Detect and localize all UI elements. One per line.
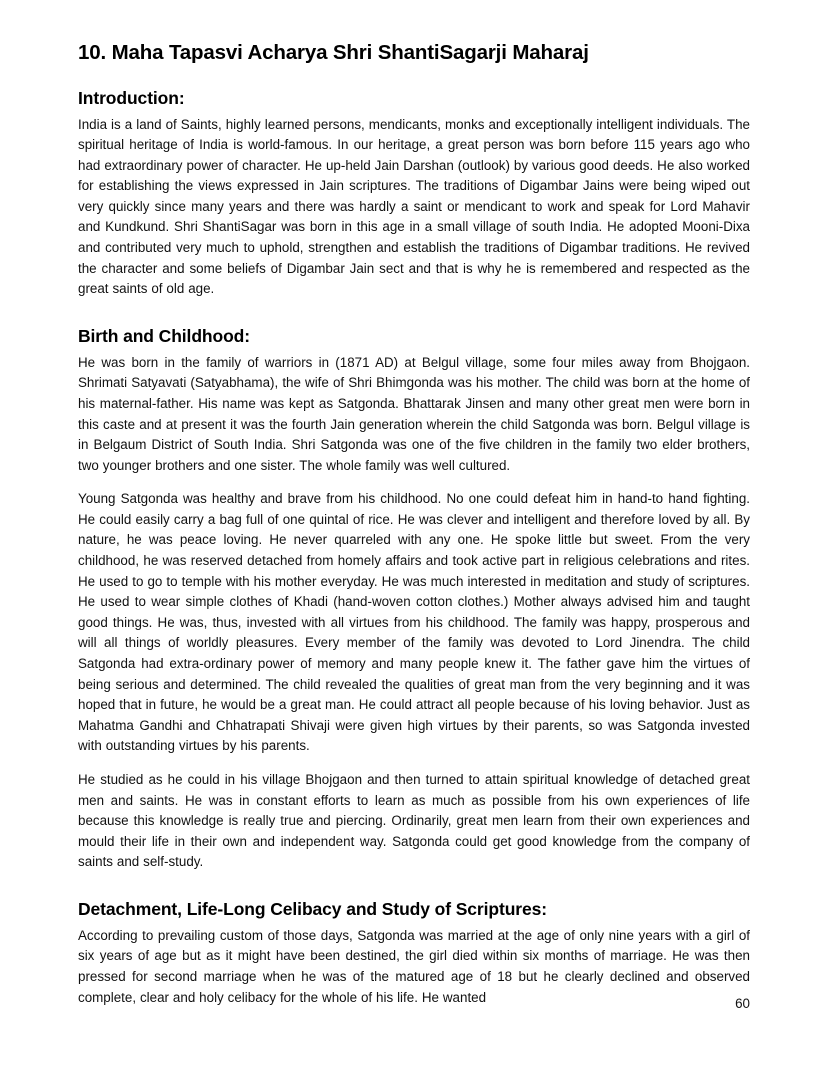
paragraph: India is a land of Saints, highly learned persons, mendicants, monks and exceptionally intelligent individuals. The spiritual heritage of India is world-famous. In our heritage, a great person was born before 115 years ago who had extraordinary power of character. He up-held Jain Darshan (outlook) by various good deeds. He also worked for establishing the views expressed in Jain scriptures. The traditions of Digambar Jains were being wiped out very quickly since many years and there was hardly a saint or mendicant to work and speak for Lord Mahavir and Kundkund. Shri ShantiSagar was born in this age in a small village of south India. He adopted Mooni-Dixa and contributed very much to uphold, strengthen and establish the traditions of Digambar traditions. He revived the character and some beliefs of Digambar Jain sect and that is why he is remembered and respected as the great saints of old age. (78, 116, 750, 297)
page-number: 60 (735, 996, 750, 1011)
section-heading-detachment-celibacy-scriptures: Detachment, Life-Long Celibacy and Study of Scriptures: (78, 898, 548, 919)
paragraph: Young Satgonda was healthy and brave from his childhood. No one could defeat him in hand-to hand fighting. He could easily carry a bag full of one quintal of rice. He was clever and intelligent and therefore loved by all. By nature, he was peace loving. He never quarreled with any one. He spoke little but sweet. From the very childhood, he was reserved detached from homely affairs and took active part in religious celebrations and rites. He used to go to temple with his mother everyday. He was much interested in meditation and study of scriptures. He used to wear simple clothes of Khadi (hand-woven cotton clothes.) Mother always advised him and taught good things. He was, thus, invested with all virtues from his childhood. The family was happy, prosperous and will all things of worldly pleasures. Every member of the family was devoted to Lord Jinendra. The child Satgonda had extra-ordinary power of memory and many people knew it. The father gave him the virtues of being serious and determined. The child revealed the qualities of great man from the very beginning and it was hoped that in future, he would be a great man. He could attract all people because of his loving behavior. Just as Mahatma Gandhi and Chhatrapati Shivaji were given high virtues by their parents, so was Satgonda invested with outstanding virtues by his parents. (78, 491, 750, 754)
document-body (78, 40, 750, 1008)
paragraph: He was born in the family of warriors in (1871 AD) at Belgul village, some four miles away from Bhojgaon. Shrimati Satyavati (Satyabhama), the wife of Shri Bhimgonda was his mother. The child was born at the home of his maternal-father. His name was kept as Satgonda. Bhattarak Jinsen and many other great men were born in this caste and at present it was the fourth Jain generation wherein the child Satgonda was born. Belgul village is in Belgaum District of South India. Shri Satgonda was one of the five children in the family two elder brothers, two younger brothers and one sister. The whole family was well cultured. (78, 354, 750, 473)
chapter-title: 10. Maha Tapasvi Acharya Shri ShantiSagarji Maharaj (78, 41, 589, 64)
section-heading-birth-and-childhood: Birth and Childhood: (78, 325, 250, 346)
paragraph: According to prevailing custom of those days, Satgonda was married at the age of only nine years with a girl of six years of age but as it might have been destined, the girl died within six months of marriage. He was then pressed for second marriage when he was of the matured age of 18 but he clearly declined and observed complete, clear and holy celibacy for the whole of his life. He wanted (78, 927, 750, 1005)
paragraph: He studied as he could in his village Bhojgaon and then turned to attain spiritual knowledge of detached great men and saints. He was in constant efforts to learn as much as possible from his own experiences of life because this knowledge is really true and piercing. Ordinarily, great men learn from their own experiences and mould their life in their own and independent way. Satgonda could get good knowledge from the company of saints and self-study. (78, 772, 750, 870)
section-heading-introduction: Introduction: (78, 87, 185, 108)
